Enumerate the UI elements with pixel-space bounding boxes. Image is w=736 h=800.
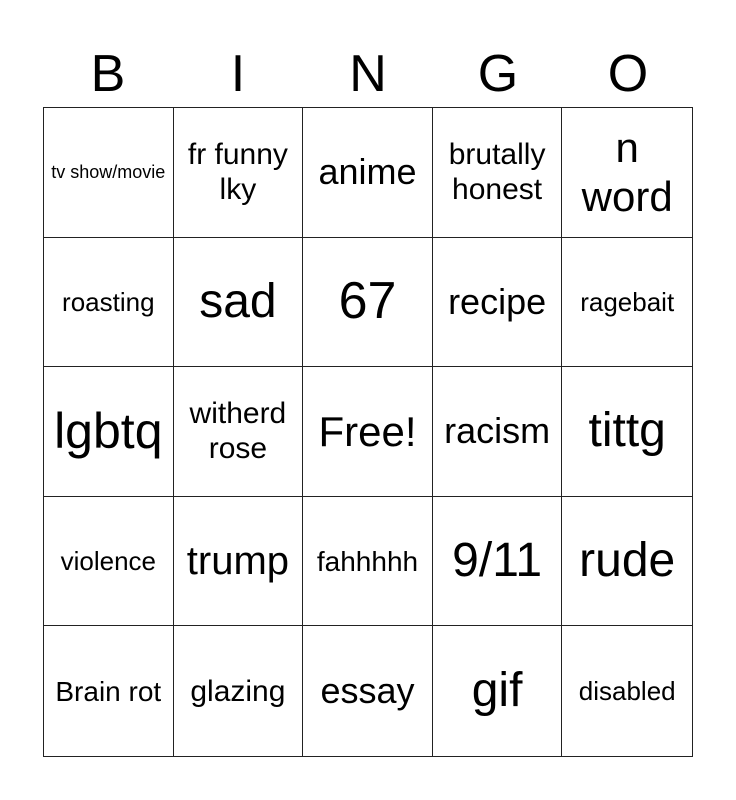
bingo-cell-label: anime [318,151,417,193]
bingo-cell-label: rude [579,533,676,587]
bingo-cell-label: 9/11 [452,533,543,587]
bingo-cell-label: fahhhhh [316,545,419,577]
bingo-cell-label: violence [60,545,156,576]
bingo-cell-label: essay [320,669,415,711]
bingo-cell-label: Brain rot [55,675,162,707]
bingo-cell[interactable] [433,497,563,627]
bingo-cell-label: lgbtq [54,402,163,459]
bingo-cell-label: roasting [62,286,155,317]
bingo-cell-label: recipe [448,280,547,322]
header-letter-g: G [477,45,519,103]
bingo-cell[interactable] [562,497,692,627]
bingo-cell-label: brutally honest [448,137,546,207]
bingo-cell-label: tittg [588,404,666,458]
bingo-cell[interactable] [433,626,563,756]
header-letter-n: N [349,45,387,103]
bingo-cell[interactable] [174,626,304,756]
bingo-cell-label: fr funny lky [187,137,288,207]
bingo-cell-label: trump [186,538,290,583]
bingo-cell-label: gif [471,663,523,717]
bingo-cell-label: n word [581,123,673,221]
bingo-cell-label: tv show/movie [51,162,166,183]
bingo-cell[interactable] [44,497,174,627]
bingo-cell[interactable] [303,497,433,627]
bingo-cell[interactable] [433,238,563,368]
bingo-cell[interactable] [44,108,174,238]
header-letter-b: B [90,45,126,103]
bingo-cell[interactable] [174,108,304,238]
free-space-label: Free! [318,407,417,455]
bingo-cell-label: disabled [578,675,676,706]
header-letter-o: O [607,45,649,103]
bingo-cell[interactable] [174,238,304,368]
bingo-cell[interactable] [562,367,692,497]
bingo-cell[interactable] [303,238,433,368]
bingo-cell[interactable] [174,367,304,497]
bingo-header [43,40,693,108]
bingo-cell-label: ragebait [580,286,675,317]
bingo-cell[interactable] [44,367,174,497]
free-space[interactable] [303,367,433,497]
bingo-cell[interactable] [433,367,563,497]
bingo-cell[interactable] [562,238,692,368]
bingo-cell[interactable] [303,108,433,238]
bingo-cell[interactable] [174,497,304,627]
bingo-board [43,107,693,757]
bingo-cell[interactable] [562,626,692,756]
bingo-cell-label: racism [444,410,551,452]
bingo-cell-label: witherd rose [189,397,287,466]
bingo-cell-label: sad [199,274,277,328]
bingo-cell[interactable] [44,626,174,756]
bingo-cell[interactable] [562,108,692,238]
bingo-cell[interactable] [303,626,433,756]
bingo-cell-label: 67 [338,272,397,331]
bingo-cell[interactable] [44,238,174,368]
bingo-cell-label: glazing [190,674,286,708]
bingo-cell[interactable] [433,108,563,238]
header-letter-i: I [230,45,246,103]
